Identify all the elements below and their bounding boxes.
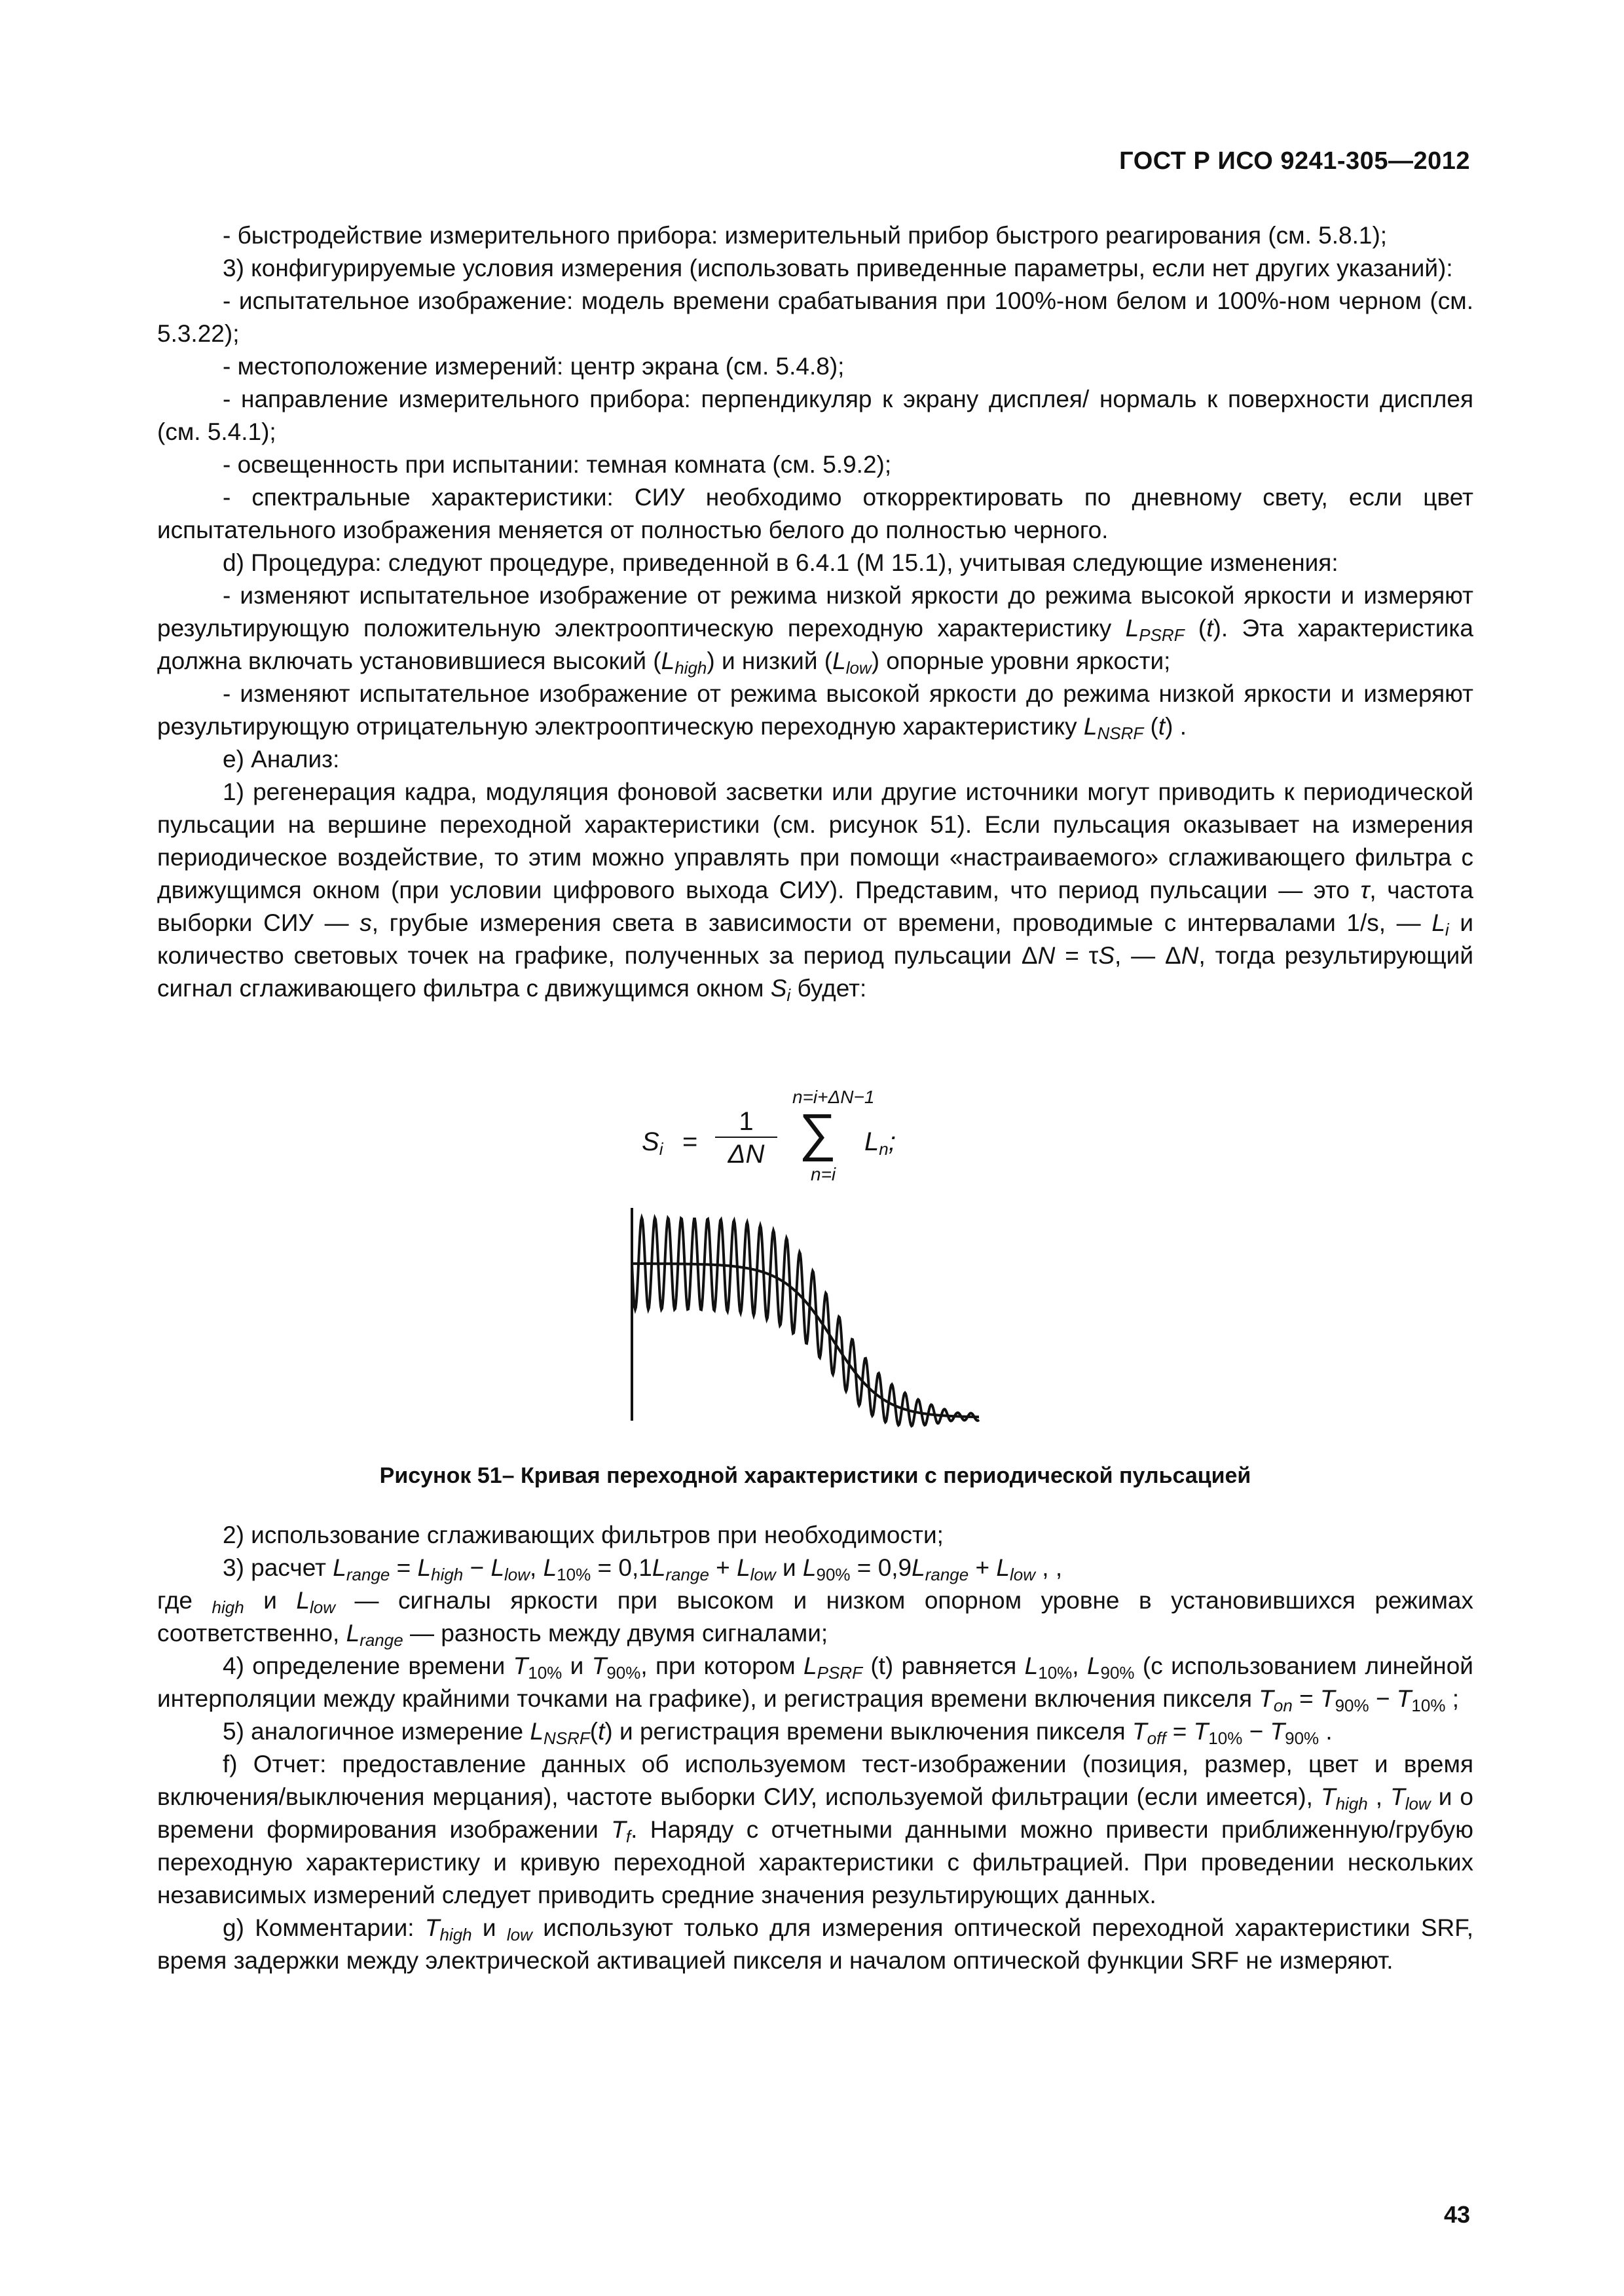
figure-caption: Рисунок 51– Кривая переходной характеристики с периодической пульсацией (379, 1463, 1251, 1488)
paragraph: 5) аналогичное измерение $L_{NSRF}(t)$ и регистрация времени выключения пикселя $T_{off} = T_{10\%} - T_{90\%}$ . (223, 1718, 1333, 1748)
page-number: 43 (1443, 2201, 1470, 2228)
paragraph: d) Процедура: следуют процедуре, приведенной в 6.4.1 (М 15.1), учитывая следующие изменения: (223, 549, 1338, 576)
paragraph: - изменяют испытательное изображение от режима низкой яркости до режима высокой яркости и измеряют результирующую положительную электрооптическую переходную характеристику $L_{PSRF}$ (t). Эта характеристика должна включать установившиеся высокий $(L_{high})$ и низкий $(L_{low})$ опорные уровни яркости; (157, 582, 1473, 678)
paragraph: - испытательное изображение: модель времени срабатывания при 100%-ном белом и 100%-ном черном (см. 5.3.22); (157, 287, 1473, 347)
paragraph: - спектральные характеристики: СИУ необходимо откорректировать по дневному свету, если цвет испытательного изображения меняется от полностью белого до полностью черного. (157, 484, 1473, 543)
paragraph: 2) использование сглаживающих фильтров при необходимости; (223, 1522, 944, 1548)
paragraph: - местоположение измерений: центр экрана (см. 5.4.8); (223, 353, 845, 380)
paragraph: 4) определение времени $T_{10\%}$ и $T_{90\%}$, при котором $L_{PSRF}$ (t) равняется $L_{10\%}$, $L_{90\%}$ (с использованием линейной интерполяции между крайними точками на графике), и регистрация времени включения пикселя $T_{on} = T_{90\%} - T_{10\%}$ ; (157, 1652, 1473, 1715)
paragraph: - изменяют испытательное изображение от режима высокой яркости до режима низкой яркости и измеряют результирующую отрицательную электрооптическую переходную характеристику $L_{NSRF}$ (t) . (157, 680, 1473, 743)
paragraph: - освещенность при испытании: темная комната (см. 5.9.2); (223, 451, 892, 478)
paragraph: 1) регенерация кадра, модуляция фоновой засветки или другие источники могут приводить к периодической пульсации на вершине переходной характеристики (см. рисунок 51). Если пульсация оказывает на измерения периодическое воздействие, то этим можно управлять при помощи «настраиваемого» сглаживающего фильтра с движущимся окном (при условии цифрового выхода СИУ). Представим, что период пульсации — это τ, частота выборки СИУ — s, грубые измерения света в зависимости от времени, проводимые с интервалами 1/s, — $L_i$ и количество световых точек на графике, полученных за период пульсации ΔN = τS, — ΔN, тогда результирующий сигнал сглаживающего фильтра с движущимся окном $S_i$ будет: (157, 778, 1474, 1005)
body-text-upper (157, 219, 1473, 1005)
body-text-lower (157, 1519, 1473, 1977)
moving-window-formula: $S_i$ = 1 ΔN n=i+ΔN−1 ∑ n=i $L_n$; (642, 1087, 896, 1184)
paragraph: где $_{high}$ и $L_{low}$ — сигналы яркости при высоком и низком опорном уровне в установившихся режимах соответственно, $L_{range}$ — разность между двумя сигналами; (157, 1587, 1474, 1650)
paragraph: f) Отчет: предоставление данных об используемом тест-изображении (позиция, размер, цвет и время включения/выключения мерцания), частоте выборки СИУ, используемой фильтрации (если имеется), $T_{high}$ , $T_{low}$ и о времени формирования изображении $T_f$. Наряду с отчетными данными можно привести приближенную/грубую переходную характеристику и кривую переходной характеристики с фильтрацией. При проведении нескольких независимых измерений следует приводить средние значения результирующих данных. (157, 1751, 1474, 1908)
paragraph: - направление измерительного прибора: перпендикуляр к экрану дисплея/ нормаль к поверхности дисплея (см. 5.4.1); (157, 386, 1473, 445)
paragraph: e) Анализ: (223, 746, 340, 773)
paragraph: g) Комментарии: $T_{high}$ и $_{low}$ используют только для измерения оптической переходной характеристики SRF, время задержки между электрической активацией пикселя и началом оптической функции SRF не измеряют. (157, 1914, 1474, 1974)
transient-response-figure (616, 1208, 1022, 1470)
paragraph: 3) конфигурируемые условия измерения (использовать приведенные параметры, если нет других указаний): (223, 255, 1453, 282)
ripple-curve (632, 1218, 979, 1426)
document-code-header: ГОСТ Р ИСО 9241-305—2012 (1119, 147, 1470, 175)
paragraph: - быстродействие измерительного прибора: измерительный прибор быстрого реагирования (см. 5.8.1); (223, 222, 1388, 249)
paragraph: 3) расчет $L_{range} = L_{high} - L_{low}$, $L_{10\%} = 0,1L_{range} + L_{low}$ и $L_{90\%} = 0,9L_{range} + L_{low}$ , , (223, 1554, 1063, 1584)
